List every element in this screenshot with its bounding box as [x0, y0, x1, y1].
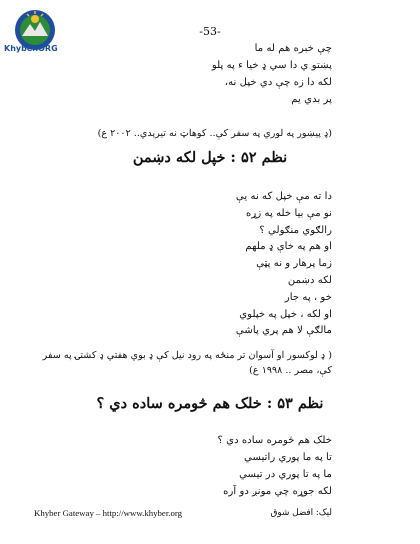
poem-53-heading: نظم ۵۳ : خلک هم څومره ساده دي ؟	[96, 395, 324, 412]
source-note-2: ( ډ لوکسور او آسوان تر منځه په رود نيل کې ډ بوي هفتي ډ کشتۍ په سفر کې، مصر .. ۱۹۹۸ ع)	[42, 350, 332, 376]
verse-line: زما پرهار و نه پټې	[256, 258, 332, 270]
verse-line: او لکه ، خپل په خپلوي	[239, 308, 332, 320]
verse-line: خو ، په جار	[284, 291, 332, 303]
verse-line: خلک هم څومره ساده دي ؟	[217, 435, 332, 446]
page-number: -53-	[199, 25, 221, 38]
verse-line: مالګې لا هم پري پاشې	[235, 325, 332, 337]
footer-site-link[interactable]: Khyber Gateway – http://www.khyber.org	[34, 508, 183, 518]
verse-line: دا ته مې خپل که نه يې	[235, 191, 332, 202]
poem-53-body	[217, 432, 332, 500]
logo-text: Khyber.ORG	[4, 44, 58, 53]
verse-line: لکه دا زه چې دي خپل نه،	[224, 77, 332, 88]
stanza-top	[212, 40, 332, 108]
verse-line: نو مې بيا خله په زړه	[245, 207, 332, 219]
source-note-1: (ډ پيښور په لوري په سفر کې.. کوهاټ نه تيرېدي.. ۲۰۰۲ ع)	[97, 128, 332, 139]
poem-52-heading: نظم ۵۲ : خپل لکه دښمن	[132, 149, 288, 166]
verse-line: او هم په خاې ډ ملهم	[245, 241, 332, 253]
verse-line: چې خبره هم له ما	[254, 43, 332, 54]
verse-line: رالګوي منګولي ؟	[259, 224, 332, 236]
poem-52-body	[236, 189, 332, 340]
verse-line: لکه جوړه چي مونږ دو آره	[223, 486, 332, 497]
verse-line: پښتو ي دا سي ډ خيا ء په پلو	[211, 60, 332, 71]
verse-line: ما په تا پوري در تيسي	[239, 469, 332, 480]
verse-line: لکه دښمن	[287, 274, 332, 286]
footer-author: ليک: افضل شوق	[270, 508, 332, 518]
verse-line: پر بدي يم	[291, 94, 332, 105]
verse-line: تا په ما پوري راتيسي	[244, 452, 332, 463]
